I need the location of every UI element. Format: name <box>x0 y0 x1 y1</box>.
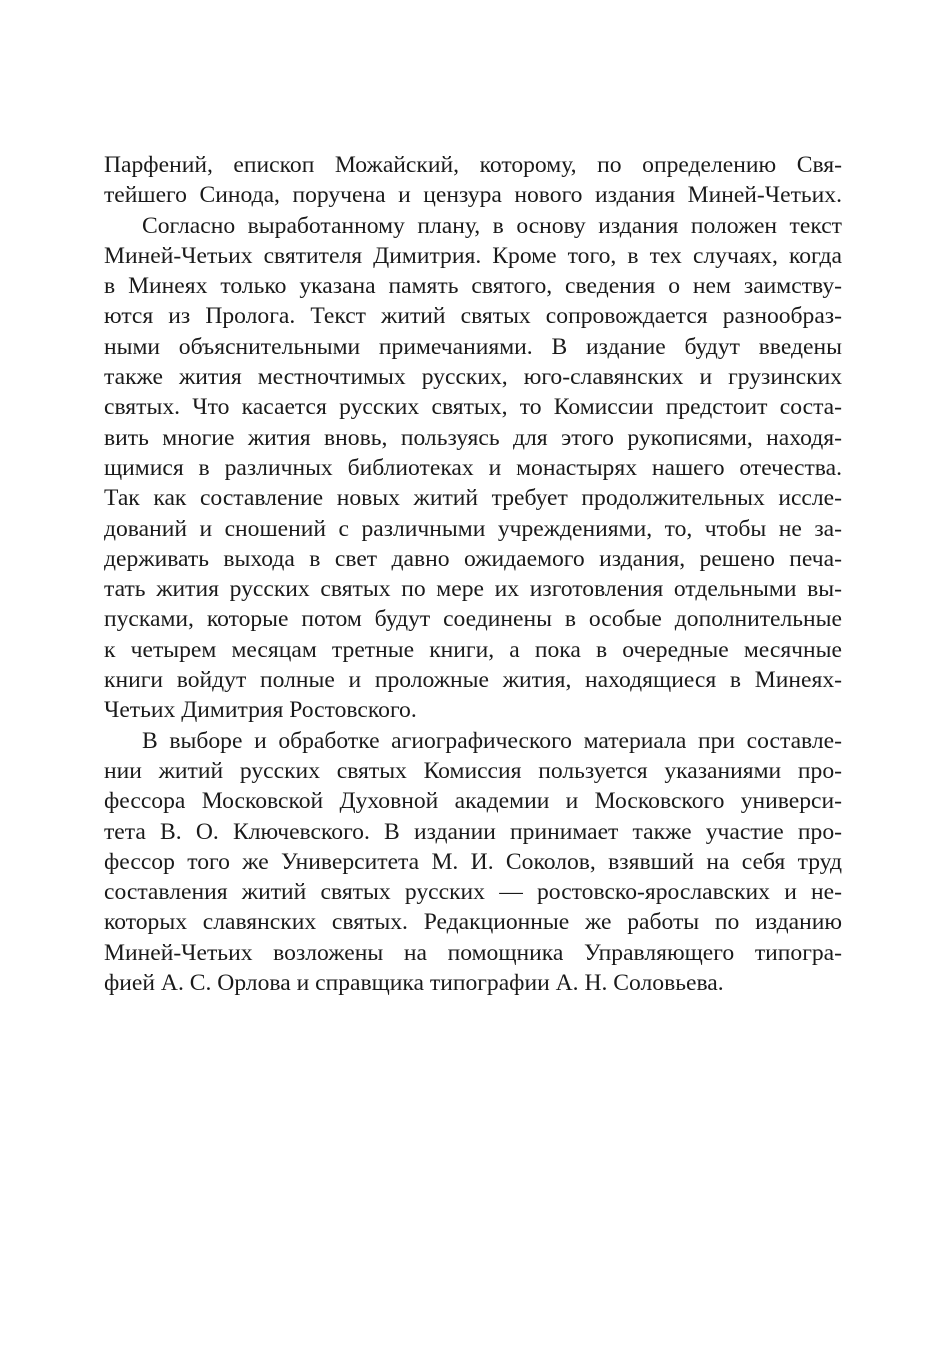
text-line: к четырем месяцам третные книги, а пока в очередные месячные <box>104 636 842 663</box>
text-line: тейшего Синода, поручена и цензура нового издания Миней-Четьих. <box>104 182 842 209</box>
text-line: святых. Что касается русских святых, то Комиссии предстоит соста- <box>104 394 842 421</box>
text-line: дований и сношений с различными учреждениями, то, чтобы не за- <box>104 515 842 542</box>
text-line: книги войдут полные и проложные жития, находящиеся в Минеях- <box>104 667 842 694</box>
text-line: пусками, которые потом будут соединены в особые дополнительные <box>104 606 842 633</box>
text-line: ются из Пролога. Текст житий святых сопровождается разнообраз- <box>104 303 842 330</box>
text-line: составления житий святых русских — ростовско-ярославских и не- <box>104 879 842 906</box>
text-line: Согласно выработанному плану, в основу издания положен текст <box>142 212 842 239</box>
text-line: которых славянских святых. Редакционные же работы по изданию <box>104 909 842 936</box>
text-line: фессор того же Университета М. И. Соколов, взявший на себя труд <box>104 848 842 875</box>
text-line: щимися в различных библиотеках и монастырях нашего отечества. <box>104 454 842 481</box>
text-line: Так как составление новых житий требует продолжительных иссле- <box>104 485 842 512</box>
text-line: тета В. О. Ключевского. В издании принимает также участие про- <box>104 818 842 845</box>
body-text <box>104 150 842 998</box>
text-line: нии житий русских святых Комиссия пользуется указаниями про- <box>104 757 842 784</box>
text-line: вить многие жития вновь, пользуясь для этого рукописями, находя- <box>104 424 842 451</box>
text-line: также жития местночтимых русских, юго-славянских и грузинских <box>104 364 842 391</box>
text-line: В выборе и обработке агиографического материала при составле- <box>142 727 842 754</box>
text-line: в Минеях только указана память святого, сведения о нем заимству- <box>104 273 842 300</box>
paragraph-1 <box>104 150 842 211</box>
text-line: ными объяснительными примечаниями. В издание будут введены <box>104 333 842 360</box>
text-line: Четьих Димитрия Ростовского. <box>104 697 417 724</box>
text-line: Миней-Четьих возложены на помощника Управляющего типогра- <box>104 939 842 966</box>
paragraph-3 <box>104 726 842 999</box>
text-line: тать жития русских святых по мере их изготовления отдельными вы- <box>104 576 842 603</box>
text-line: фессора Московской Духовной академии и Московского универси- <box>104 788 842 815</box>
text-line: Миней-Четьих святителя Димитрия. Кроме того, в тех случаях, когда <box>104 242 842 269</box>
text-line: фией А. С. Орлова и справщика типографии А. Н. Соловьева. <box>104 970 724 997</box>
text-line: держивать выхода в свет давно ожидаемого издания, решено печа- <box>104 545 842 572</box>
paragraph-2 <box>104 211 842 726</box>
text-line: Парфений, епископ Можайский, которому, по определению Свя- <box>104 152 842 178</box>
